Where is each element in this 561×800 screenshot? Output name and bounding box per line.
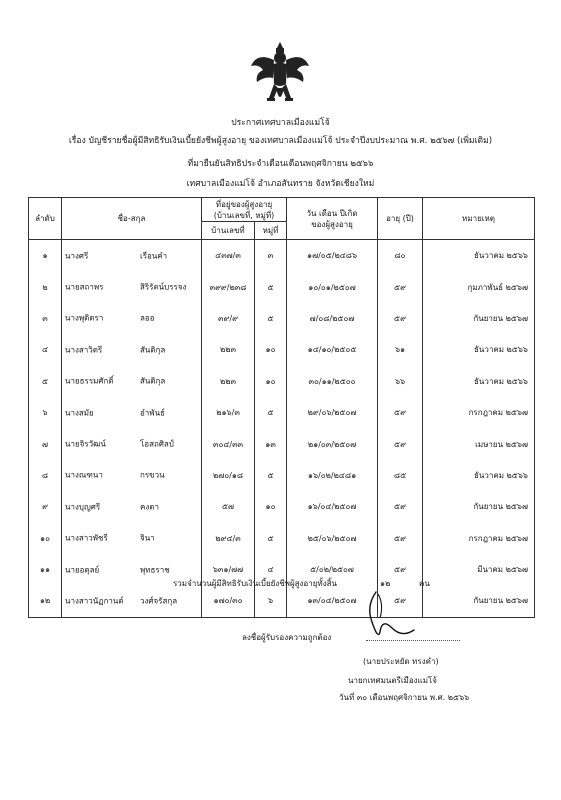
cell-prefix-name: นางศรี	[65, 251, 89, 261]
table-row	[29, 271, 535, 302]
cell-village-no: ๕	[255, 271, 287, 302]
cell-name	[62, 585, 202, 617]
cell-name	[62, 397, 202, 428]
cell-dob: ๑๓/๐๔/๒๕๐๗	[287, 585, 378, 617]
cell-age: ๕๙	[378, 428, 423, 459]
cell-prefix-name: นางสาวิตรี	[65, 345, 103, 355]
total-label: รวมจำนวนผู้มีสิทธิรับเงินเบี้ยยังชีพผู้สูงอายุทั้งสิ้น	[173, 579, 337, 588]
cell-order: ๕	[29, 366, 62, 397]
handwritten-signature	[358, 588, 418, 648]
signature-line	[366, 640, 460, 641]
cell-surname: สันติกุล	[140, 376, 166, 386]
cell-remark: เมษายน ๒๕๖๗	[423, 428, 535, 459]
cell-house-no: ๑๗๐/๓๐	[202, 585, 255, 617]
cell-order: ๑๐	[29, 523, 62, 554]
cell-surname: พุทธราช	[140, 565, 170, 575]
cell-village-no: ๔	[255, 554, 287, 585]
cell-dob: ๓๐/๑๑/๒๕๐๐	[287, 366, 378, 397]
col-village-no: หมู่ที่	[255, 222, 287, 240]
cell-prefix-name: นางบุญศรี	[65, 502, 101, 512]
cell-age: ๕๙	[378, 585, 423, 617]
total-count: ๑๒	[380, 579, 391, 588]
cell-remark: กุมภาพันธ์ ๒๕๖๗	[423, 271, 535, 302]
cell-remark: กรกฎาคม ๒๕๖๗	[423, 523, 535, 554]
cell-remark: ธันวาคม ๒๕๖๖	[423, 460, 535, 491]
cell-order: ๑	[29, 240, 62, 272]
cell-dob: ๒๙/๐๖/๒๕๐๗	[287, 397, 378, 428]
cell-surname: สิริรัตน์บรรจง	[140, 282, 187, 292]
cell-surname: จินา	[140, 533, 155, 543]
sign-label: ลงชื่อผู้รับรองความถูกต้อง	[242, 633, 332, 642]
cell-house-no: ๖๓๑/๗๗	[202, 554, 255, 585]
cell-house-no: ๔๓๗/๓	[202, 240, 255, 272]
cell-remark: ธันวาคม ๒๕๖๖	[423, 366, 535, 397]
cell-prefix-name: นางพุดิตรา	[65, 313, 104, 323]
cell-age: ๖๖	[378, 366, 423, 397]
cell-dob: ๒๑/๐๓/๒๕๐๗	[287, 428, 378, 459]
cell-age: ๕๙	[378, 491, 423, 522]
cell-age: ๕๙	[378, 271, 423, 302]
cell-house-no: ๓๐๔/๓๓	[202, 428, 255, 459]
cell-prefix-name: นางณฑนา	[65, 470, 103, 480]
confirm-month-line: ที่มายืนยันสิทธิประจำเดือนเดือนพฤศจิกายน ๒๕๖๖	[187, 159, 374, 169]
cell-order: ๘	[29, 460, 62, 491]
cell-dob: ๒๕/๐๖/๒๕๐๗	[287, 523, 378, 554]
cell-dob: ๑๖/๐๒/๒๔๘๑	[287, 460, 378, 491]
cell-village-no: ๕	[255, 460, 287, 491]
col-address-sub: (บ้านเลขที่, หมู่ที่)	[213, 210, 275, 220]
cell-prefix-name: นางสาวนัฏกานต์	[65, 596, 124, 606]
table-row	[29, 428, 535, 459]
cell-name	[62, 366, 202, 397]
table-row	[29, 334, 535, 365]
cell-dob: ๗/๐๘/๒๕๐๗	[287, 303, 378, 334]
total-unit: คน	[419, 579, 430, 588]
cell-remark: กันยายน ๒๕๖๗	[423, 303, 535, 334]
cell-remark: มีนาคม ๒๕๖๗	[423, 554, 535, 585]
cell-age: ๕๙	[378, 554, 423, 585]
cell-dob: ๕/๐๒/๒๕๐๗	[287, 554, 378, 585]
cell-remark: ธันวาคม ๒๕๖๖	[423, 334, 535, 365]
cell-age: ๕๙	[378, 523, 423, 554]
cell-remark: กันยายน ๒๕๖๗	[423, 491, 535, 522]
cell-name	[62, 491, 202, 522]
cell-name	[62, 271, 202, 302]
cell-prefix-name: นายธรรมศักดิ์	[65, 376, 114, 386]
cell-village-no: ๑๐	[255, 366, 287, 397]
cell-village-no: ๑๓	[255, 428, 287, 459]
cell-village-no: ๕	[255, 523, 287, 554]
cell-village-no: ๕	[255, 303, 287, 334]
cell-name	[62, 523, 202, 554]
cell-village-no: ๑๐	[255, 491, 287, 522]
cell-age: ๘๐	[378, 240, 423, 272]
col-house-no: บ้านเลขที่	[202, 222, 255, 240]
cell-order: ๖	[29, 397, 62, 428]
cell-surname: โอสถศิลป์	[140, 439, 174, 449]
cell-order: ๙	[29, 491, 62, 522]
table-row	[29, 491, 535, 522]
cell-surname: วงศ์จรัสกุล	[140, 596, 178, 606]
col-name: ชื่อ-สกุล	[62, 198, 202, 240]
col-order: ลำดับ	[29, 198, 62, 240]
cell-age: ๖๑	[378, 334, 423, 365]
cell-order: ๔	[29, 334, 62, 365]
col-dob-title: วัน เดือน ปีเกิด	[306, 208, 358, 218]
cell-surname: เรือนคำ	[140, 251, 168, 261]
beneficiary-table	[28, 197, 535, 618]
cell-dob: ๑๔/๑๐/๒๕๐๕	[287, 334, 378, 365]
cell-house-no: ๓๙/๙	[202, 303, 255, 334]
col-remark: หมายเหตุ	[423, 198, 535, 240]
table-row	[29, 523, 535, 554]
cell-prefix-name: นางสมัย	[65, 408, 94, 418]
cell-order: ๗	[29, 428, 62, 459]
cell-house-no: ๒๒๓	[202, 334, 255, 365]
signer-position: นายกเทศมนตรีเมืองแม่โจ้	[348, 676, 437, 685]
col-address-title: ที่อยู่ของผู้สูงอายุ	[215, 199, 273, 209]
cell-house-no: ๒๙๔/๓	[202, 523, 255, 554]
cell-name	[62, 303, 202, 334]
cell-prefix-name: นางสาวพัชรี	[65, 533, 108, 543]
cell-village-no: ๑๐	[255, 334, 287, 365]
cell-house-no: ๒๒๓	[202, 366, 255, 397]
signer-name: (นายประหยัด ทรงคำ)	[363, 657, 439, 666]
cell-order: ๒	[29, 271, 62, 302]
cell-surname: สันติกุล	[140, 345, 166, 355]
cell-surname: กรขวน	[140, 470, 165, 480]
cell-dob: ๑๐/๐๑/๒๕๐๗	[287, 271, 378, 302]
cell-order: ๓	[29, 303, 62, 334]
cell-remark: กันยายน ๒๕๖๗	[423, 585, 535, 617]
cell-remark: ธันวาคม ๒๕๖๖	[423, 240, 535, 272]
col-address	[202, 198, 287, 222]
cell-house-no: ๒๑๖/๓	[202, 397, 255, 428]
announcement-org: ประกาศเทศบาลเมืองแม่โจ้	[231, 118, 330, 128]
table-row	[29, 397, 535, 428]
cell-order: ๑๒	[29, 585, 62, 617]
table-row	[29, 366, 535, 397]
cell-village-no: ๖	[255, 585, 287, 617]
cell-name	[62, 428, 202, 459]
cell-dob: ๑๖/๐๔/๒๕๐๗	[287, 491, 378, 522]
cell-remark: กรกฎาคม ๒๕๖๗	[423, 397, 535, 428]
cell-house-no: ๕๗	[202, 491, 255, 522]
cell-dob: ๑๗/๐๕/๒๔๘๖	[287, 240, 378, 272]
cell-order: ๑๑	[29, 554, 62, 585]
announcement-subject: เรื่อง บัญชีรายชื่อผู้มีสิทธิรับเงินเบี้ยยังชีพผู้สูงอายุ ของเทศบาลเมืองแม่โจ้ ประจำปีงบประมาณ พ.ศ. ๒๕๖๗ (เพิ่มเติม)	[68, 136, 493, 146]
cell-surname: คงตา	[140, 502, 159, 512]
cell-name	[62, 334, 202, 365]
table-row	[29, 240, 535, 272]
table-row	[29, 460, 535, 491]
cell-village-no: ๕	[255, 397, 287, 428]
garuda-emblem	[249, 40, 311, 108]
sign-date: วันที่ ๓๐ เดือนพฤศจิกายน พ.ศ. ๒๕๖๖	[339, 693, 470, 702]
cell-age: ๕๙	[378, 397, 423, 428]
cell-age: ๕๙	[378, 303, 423, 334]
cell-surname: ลออ	[140, 313, 155, 323]
cell-name	[62, 240, 202, 272]
cell-village-no: ๓	[255, 240, 287, 272]
cell-house-no: ๒๗๐/๑๘	[202, 460, 255, 491]
col-dob-sub: ของผู้สูงอายุ	[311, 219, 353, 229]
cell-house-no: ๓๙๙/๒๓๘	[202, 271, 255, 302]
table-body	[29, 240, 535, 618]
col-age: อายุ (ปี)	[378, 198, 423, 240]
cell-prefix-name: นายอดุลย์	[65, 565, 100, 575]
table-row	[29, 303, 535, 334]
cell-name	[62, 460, 202, 491]
location-line: เทศบาลเมืองแม่โจ้ อำเภอสันทราย จังหวัดเชียงใหม่	[186, 179, 375, 189]
cell-prefix-name: นายสถาพร	[65, 282, 104, 292]
cell-surname: อำพันธ์	[140, 408, 165, 418]
cell-age: ๘๕	[378, 460, 423, 491]
col-dob	[287, 198, 378, 240]
table-row	[29, 585, 535, 617]
cell-prefix-name: นายจิรวัฒน์	[65, 439, 106, 449]
